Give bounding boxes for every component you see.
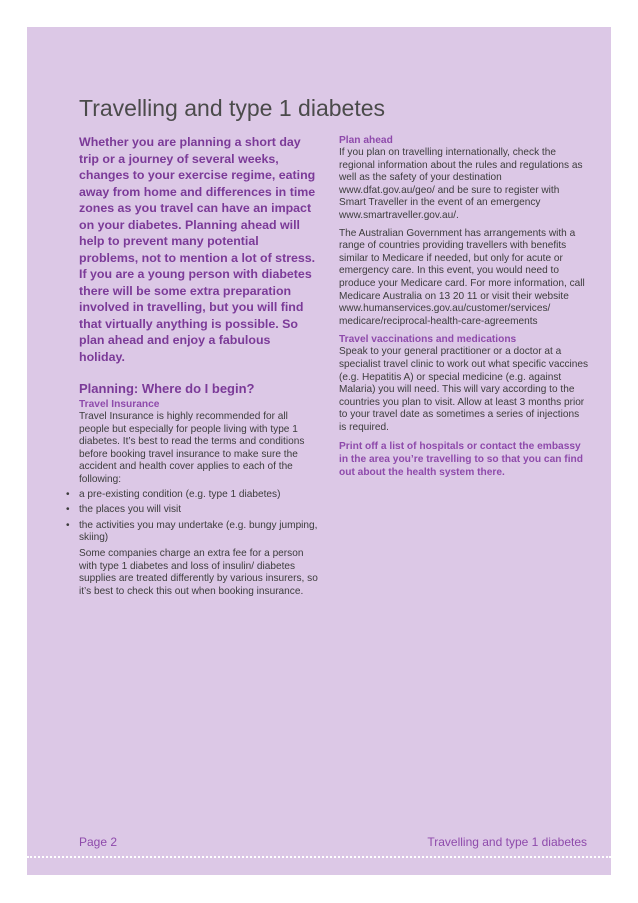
- page-title: Travelling and type 1 diabetes: [79, 95, 386, 121]
- vaccinations-heading: Travel vaccinations and medications: [339, 334, 517, 346]
- footer-title: Travelling and type 1 diabetes: [427, 835, 587, 849]
- document-page: [27, 27, 611, 875]
- right-column: [339, 134, 589, 479]
- plan-ahead-paragraph-1: If you plan on travelling internationally, check the regional information about the rules and regulations as well as the safety of your destination www.dfat.gov.au/geo/ and be sure to register with Smart Traveller in the event of an emergency www.smartraveller.gov.au/.: [339, 147, 583, 221]
- insurance-bullet-list: [66, 488, 319, 545]
- plan-ahead-paragraph-2: The Australian Government has arrangements with a range of countries providing travellers with benefits similar to Medicare if needed, but only for acute or emergency care. In this event, you would need to produce your Medicare card. For more information, call Medicare Australia on 13 20 11 or visit their website www.humanservices.gov.au/customer/services/ medicare/reciprocal-health-care-agreements: [339, 227, 585, 327]
- list-item: • the activities you may undertake (e.g. bungy jumping, skiing): [66, 519, 318, 544]
- bullet-icon: •: [66, 488, 70, 500]
- left-column: [66, 134, 319, 598]
- bullet-icon: •: [66, 504, 70, 516]
- list-item: • a pre-existing condition (e.g. type 1 diabetes): [66, 488, 281, 500]
- footer-divider: [27, 856, 611, 858]
- planning-heading: Planning: Where do I begin?: [79, 381, 255, 396]
- page-number: Page 2: [79, 835, 118, 849]
- hospitals-callout: Print off a list of hospitals or contact the embassy in the area you’re travelling to so that you can find out about the health system there.: [339, 441, 583, 479]
- travel-insurance-heading: Travel Insurance: [79, 399, 160, 410]
- insurance-closing-paragraph: Some companies charge an extra fee for a person with type 1 diabetes and loss of insulin/ diabetes supplies are treated differently by various insurers, so it’s best to check this out when booking insurance.: [79, 547, 318, 597]
- travel-insurance-body: Travel Insurance is highly recommended for all people but especially for people living with type 1 diabetes. It’s best to read the terms and conditions before booking travel insurance to make sure the accident and health cover applies to each of the following:: [79, 411, 305, 485]
- intro-paragraph: Whether you are planning a short day trip or a journey of several weeks, changes to your exercise regime, eating away from home and differences in time zones as you travel can have an impact on your diabetes. Planning ahead will help to prevent many potential problems, not to mention a lot of stress. If you are a young person with diabetes there will be some extra preparation involved in travelling, but you will find that virtually anything is possible. So plan ahead and enjoy a fabulous holiday.: [79, 135, 316, 364]
- bullet-icon: •: [66, 519, 70, 531]
- list-item: • the places you will visit: [66, 504, 182, 516]
- vaccinations-paragraph: Speak to your general practitioner or a doctor at a specialist travel clinic to work out what specific vaccines (e.g. Hepatitis A) or special medicine (e.g. against Malaria) you will need. This will vary according to the countries you plan to visit. Allow at least 3 months prior to your travel date as sometimes a series of injections is required.: [339, 346, 589, 433]
- plan-ahead-heading: Plan ahead: [339, 135, 393, 146]
